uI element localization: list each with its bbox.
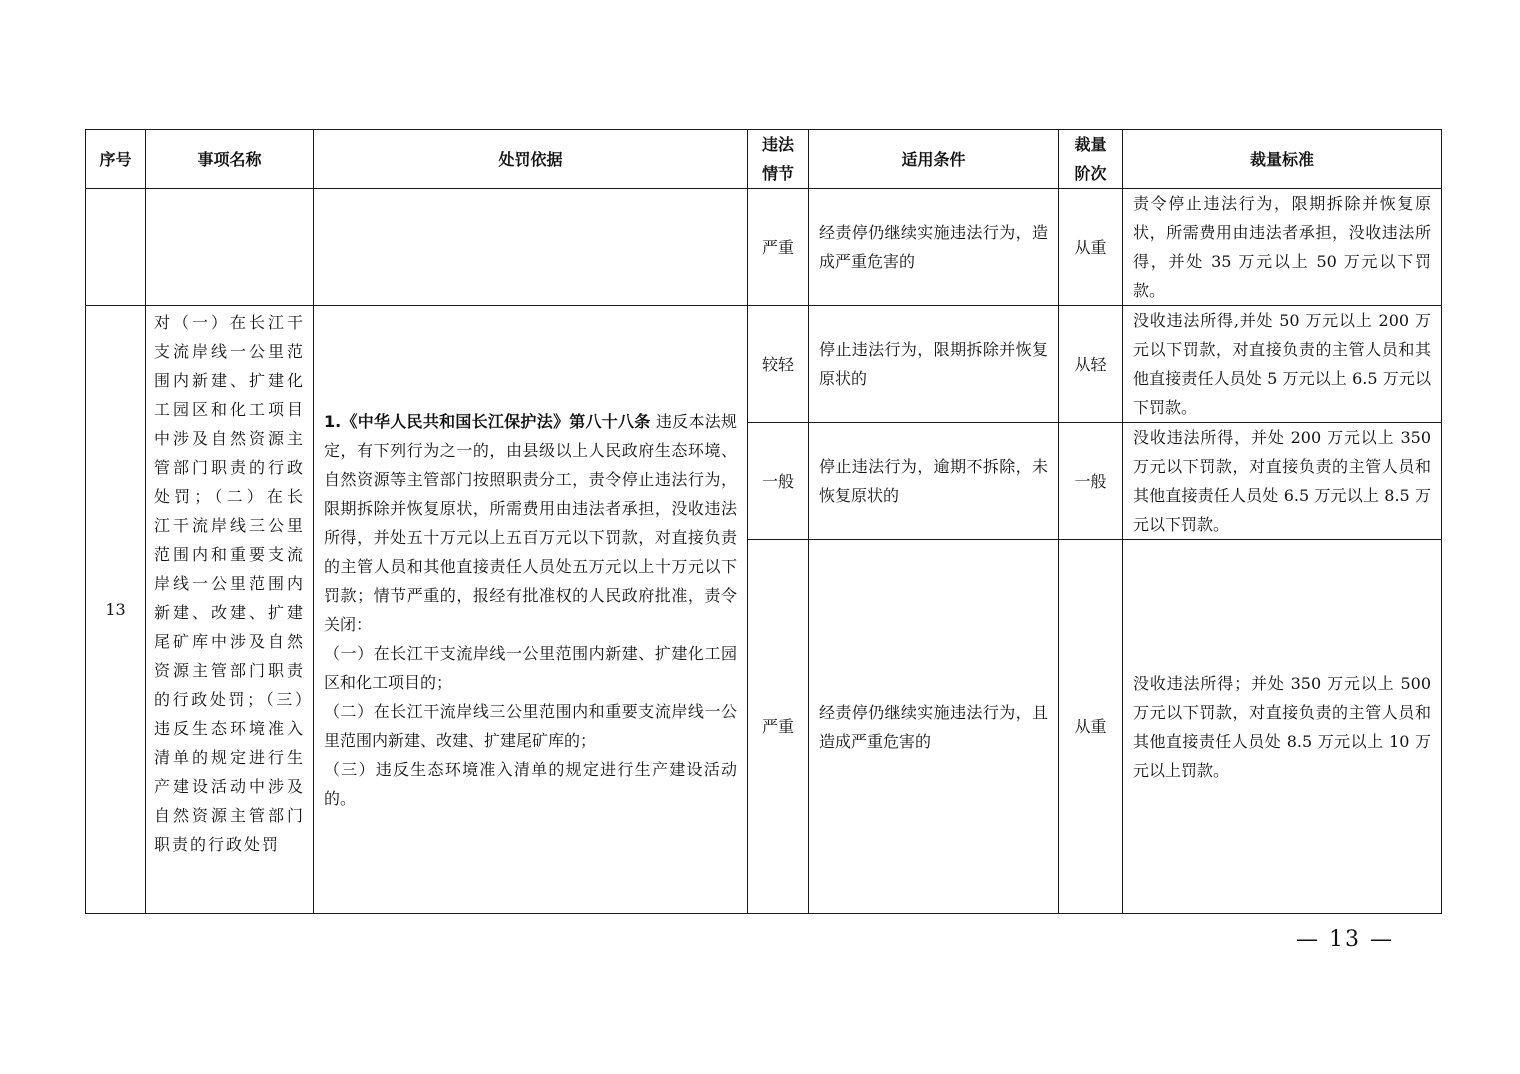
- row-condition: 停止违法行为，限期拆除并恢复原状的: [809, 306, 1059, 423]
- prev-condition: 经责停仍继续实施违法行为，造成严重危害的: [809, 189, 1059, 306]
- basis-item-2: （二）在长江干流岸线三公里范围内和重要支流岸线一公里范围内新建、改建、扩建尾矿库的；: [324, 701, 737, 750]
- prev-standard: 责令停止违法行为，限期拆除并恢复原状，所需费用由违法者承担，没收违法所得，并处 35 万元以上 50 万元以下罚款。: [1123, 189, 1442, 306]
- header-basis: 处罚依据: [314, 130, 748, 189]
- page-number: — 13 —: [1296, 927, 1394, 952]
- row-standard: 没收违法所得，并处 200 万元以上 350 万元以下罚款，对直接负责的主管人员和其他直接责任人员处 6.5 万元以上 8.5 万元以下罚款。: [1123, 423, 1442, 540]
- header-circumstance-line1: 违法: [761, 135, 794, 154]
- basis-law-text: 违反本法规定，有下列行为之一的，由县级以上人民政府生态环境、自然资源等主管部门按照职责分工，责令停止违法行为，限期拆除并恢复原状，所需费用由违法者承担，没收违法所得，并处五十万元以上五百万元以下罚款，对直接负责的主管人员和其他直接责任人员处五万元以上十万元以下罚款；情节严重的，报经有批准权的人民政府批准，责令关闭：: [324, 411, 737, 634]
- header-level-line2: 阶次: [1074, 164, 1107, 183]
- header-circumstance: [748, 130, 809, 189]
- prev-basis-cell: [314, 189, 748, 306]
- table-row: [86, 306, 1442, 423]
- header-condition: 适用条件: [809, 130, 1059, 189]
- row-standard: 没收违法所得；并处 350 万元以上 500 万元以下罚款，对直接负责的主管人员和其他直接责任人员处 8.5 万元以上 10 万元以上罚款。: [1123, 540, 1442, 914]
- prev-name-cell: [146, 189, 314, 306]
- header-standard: 裁量标准: [1123, 130, 1442, 189]
- item-name: 对（一）在长江干支流岸线一公里范围内新建、扩建化工园区和化工项目中涉及自然资源主管部门职责的行政处罚；（二）在长江干流岸线三公里范围内和重要支流岸线一公里范围内新建、改建、扩建尾矿库中涉及自然资源主管部门职责的行政处罚；（三）违反生态环境准入清单的规定进行生产建设活动中涉及自然资源主管部门职责的行政处罚: [146, 306, 314, 914]
- item-basis: [314, 306, 748, 914]
- row-level: 一般: [1059, 423, 1123, 540]
- discretion-standard-table: [85, 129, 1442, 914]
- basis-item-3: （三）违反生态环境准入清单的规定进行生产建设活动的。: [324, 759, 737, 808]
- row-condition: 停止违法行为，逾期不拆除，未恢复原状的: [809, 423, 1059, 540]
- header-circumstance-line2: 情节: [761, 164, 794, 183]
- header-seq: 序号: [86, 130, 146, 189]
- table-row: [86, 189, 1442, 306]
- row-level: 从轻: [1059, 306, 1123, 423]
- basis-item-1: （一）在长江干支流岸线一公里范围内新建、扩建化工园区和化工项目的；: [324, 643, 737, 692]
- row-level: 从重: [1059, 540, 1123, 914]
- prev-level: 从重: [1059, 189, 1123, 306]
- row-circumstance: 严重: [748, 540, 809, 914]
- row-condition: 经责停仍继续实施违法行为，且造成严重危害的: [809, 540, 1059, 914]
- row-circumstance: 较轻: [748, 306, 809, 423]
- item-seq: 13: [86, 306, 146, 914]
- row-circumstance: 一般: [748, 423, 809, 540]
- basis-law-title: 1.《中华人民共和国长江保护法》第八十八条: [324, 411, 651, 431]
- basis-main-paragraph: [324, 407, 737, 639]
- header-row: [86, 130, 1442, 189]
- header-level-line1: 裁量: [1074, 135, 1107, 154]
- row-standard: 没收违法所得,并处 50 万元以上 200 万元以下罚款，对直接负责的主管人员和其他直接责任人员处 5 万元以上 6.5 万元以下罚款。: [1123, 306, 1442, 423]
- prev-seq-cell: [86, 189, 146, 306]
- prev-circumstance: 严重: [748, 189, 809, 306]
- header-item-name: 事项名称: [146, 130, 314, 189]
- header-level: [1059, 130, 1123, 189]
